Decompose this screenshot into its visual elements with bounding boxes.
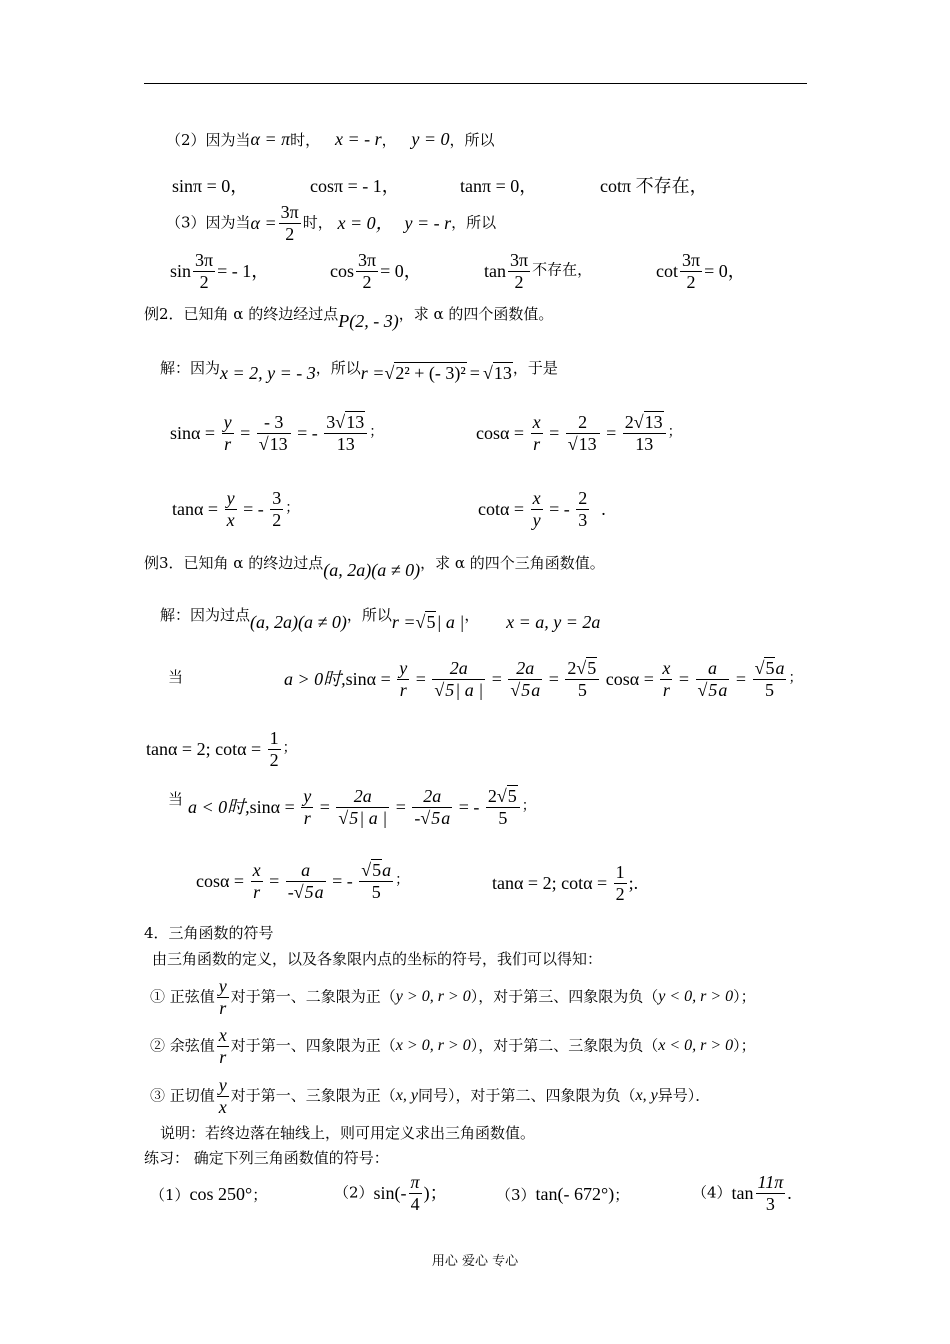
radicand: 5 [426, 612, 436, 632]
radicand: 2² + (- 3)² [395, 363, 466, 383]
op: = - [297, 423, 318, 444]
p3-r4 [656, 250, 746, 292]
var: a [718, 679, 728, 700]
fraction [268, 728, 281, 770]
fn: sinα = [249, 797, 295, 818]
radicand: 13 [346, 412, 365, 432]
den: 2 [686, 271, 696, 292]
fn: sin [170, 261, 192, 282]
fraction [660, 658, 672, 700]
den: y [532, 509, 541, 530]
den: r [303, 807, 311, 828]
radicand: 5 [349, 807, 359, 828]
coef: 3 [326, 412, 336, 432]
text: （4） [692, 1183, 732, 1202]
var: a [441, 807, 451, 828]
num: x [532, 412, 541, 432]
fraction [324, 412, 367, 454]
den: 2 [285, 223, 295, 244]
den: -√5a [287, 881, 324, 902]
text: = 0， [380, 261, 422, 282]
den: x [226, 509, 235, 530]
fraction [566, 412, 600, 454]
s4-q2 [334, 1172, 448, 1214]
s4-q1 [150, 1185, 267, 1203]
var: a [775, 658, 785, 678]
fraction [270, 488, 283, 530]
p2-intro: （2）因为当 [166, 131, 251, 149]
math: = [469, 363, 480, 383]
den: r [219, 1046, 227, 1067]
text: 异号）． [657, 1086, 711, 1105]
fraction [217, 976, 229, 1018]
fraction [623, 412, 666, 454]
math: (a, 2a)(a ≠ 0) [323, 560, 421, 580]
den: √5a [510, 679, 541, 700]
s4-note: 说明：若终边落在轴线上，则可用定义求出三角函数值。 [160, 1124, 536, 1142]
text: 对于第一、三象限为正（ [230, 1086, 396, 1105]
coef: 2 [624, 412, 634, 432]
text: ，求 α 的四个函数值。 [398, 305, 554, 323]
radicand: 5 [765, 658, 775, 678]
ex3-title [144, 553, 605, 580]
text: ，求 α 的四个三角函数值。 [420, 554, 605, 572]
num: a [696, 658, 730, 680]
op: = - [549, 499, 570, 520]
math: x = 2, y = - 3 [220, 363, 316, 383]
ex2-tan [172, 488, 299, 530]
fraction [753, 658, 787, 700]
den: r [662, 679, 670, 700]
text: ）； [733, 1036, 756, 1055]
num: 2 [566, 412, 600, 434]
s4-l1 [150, 976, 756, 1018]
coef: 2 [567, 658, 577, 678]
num: 3π [510, 250, 529, 270]
den: -√5a [414, 807, 451, 828]
radicand: 13 [269, 433, 288, 454]
p3-line [166, 202, 496, 244]
p3-r3 [484, 250, 592, 292]
text: ； [282, 741, 297, 757]
fraction [336, 786, 389, 828]
op: = [240, 423, 251, 444]
ex3-dang2: 当 [168, 790, 184, 808]
ex3-case2 [188, 786, 536, 828]
radicand: 5 [431, 807, 441, 828]
math: x < 0, r > 0 [658, 1037, 734, 1055]
den: 13 [635, 433, 654, 454]
math: r = [391, 612, 416, 632]
fraction [486, 786, 520, 828]
num: 2√5 [565, 658, 599, 680]
den: 2 [199, 271, 209, 292]
s4-q4 [692, 1172, 792, 1214]
text: ），对于第三、四象限为负（ [470, 987, 659, 1006]
header-rule [144, 83, 807, 84]
ex3-tc1 [146, 728, 297, 770]
fn: cosα = [476, 423, 525, 444]
op: - [287, 881, 294, 902]
math: . [787, 1183, 792, 1204]
den: 2 [362, 271, 372, 292]
text: ③ 正切值 [150, 1086, 215, 1105]
den: √5| a | [338, 807, 388, 828]
fn: cot [656, 261, 678, 282]
op: = [395, 797, 406, 818]
num: 3π [195, 250, 214, 270]
fraction [432, 658, 485, 700]
num: 2a [432, 658, 485, 680]
radicand: 5 [372, 860, 382, 880]
var: a [314, 881, 324, 902]
num: 3 [272, 488, 282, 508]
num: 3√13 [324, 412, 367, 434]
den: 2 [514, 271, 524, 292]
num: y [303, 786, 312, 806]
fraction [531, 488, 543, 530]
den: 5 [577, 679, 587, 700]
fraction [508, 250, 530, 292]
ex2-cot [478, 488, 606, 530]
fraction [251, 860, 263, 902]
num: x [532, 488, 541, 508]
op: = [269, 871, 280, 892]
text: （1） [150, 1186, 190, 1204]
text: 解：因为 [160, 359, 221, 377]
page-footer: 用心 爱心 专心 [431, 1254, 519, 1269]
math: tanα = 2; cotα = [492, 873, 608, 894]
fraction [409, 1172, 422, 1214]
num: 2√13 [623, 412, 666, 434]
fraction [222, 412, 234, 454]
p2-r3: tanπ = 0， [460, 176, 538, 196]
math: y > 0, r > 0 [395, 988, 471, 1006]
text: 不存在， [532, 262, 593, 279]
p3-r2 [330, 250, 422, 292]
num: 2a [508, 658, 542, 680]
num: 2 [578, 488, 588, 508]
fraction [279, 202, 301, 244]
num: 11π [757, 1172, 784, 1192]
text: ； [285, 501, 300, 517]
text: ，所以 [451, 213, 497, 232]
fraction [225, 488, 237, 530]
op: = - [458, 797, 480, 818]
p2-r2: cosπ = - 1， [310, 176, 400, 196]
den: 5 [765, 679, 775, 700]
den: 13 [336, 433, 355, 454]
fn: tan [484, 261, 506, 282]
den: 5 [498, 807, 508, 828]
math: x, y [635, 1087, 658, 1105]
ex3-cos2 [196, 860, 409, 902]
num: 2a [412, 786, 452, 808]
den: 2 [615, 883, 625, 904]
fn: cos [330, 261, 354, 282]
fraction [756, 1172, 786, 1214]
math: x = 0， [337, 213, 394, 234]
s4-exercise: 练习： 确定下列三角函数值的符号： [144, 1149, 389, 1167]
text: （3） [496, 1186, 536, 1204]
fraction [286, 860, 326, 902]
radicand: 5 [587, 658, 597, 678]
math: r = [360, 363, 385, 383]
op: = [548, 669, 559, 690]
op: = [491, 669, 502, 690]
s4-intro: 由三角函数的定义，以及各象限内点的坐标的符号，我们可以得知： [152, 950, 603, 968]
fn: sinα = [170, 423, 216, 444]
fraction [508, 658, 542, 700]
num: y [226, 488, 235, 508]
fraction [696, 658, 730, 700]
op: = - [243, 499, 264, 520]
radicand: 13 [493, 363, 512, 383]
ex2-sin [170, 412, 383, 454]
ex3-sol [160, 605, 601, 632]
fn: sinα = [345, 669, 391, 690]
den: r [533, 433, 541, 454]
text: ； [614, 1186, 630, 1204]
text: 对于第一、二象限为正（ [230, 987, 396, 1006]
math: x > 0, r > 0 [395, 1037, 471, 1055]
text: ，所以 [449, 131, 495, 149]
math: tan(- 672°) [535, 1184, 615, 1204]
math: x, y [395, 1087, 418, 1105]
num: 3π [682, 250, 701, 270]
den: √5a [697, 679, 728, 700]
math: )； [423, 1183, 448, 1204]
abs: | a | [455, 679, 484, 700]
text: ； [521, 799, 536, 815]
op: = [678, 669, 690, 690]
math: P(2, - 3) [338, 311, 399, 331]
text: ， [464, 606, 480, 624]
math: (a, 2a)(a ≠ 0) [250, 612, 347, 632]
text: 同号），对于第二、四象限为负（ [418, 1086, 636, 1105]
text: ）； [733, 987, 756, 1006]
ex3-dang1: 当 [168, 668, 184, 686]
num: x [252, 860, 261, 880]
var: a [531, 679, 541, 700]
coef: 2 [487, 786, 497, 806]
sqrt: √5| a | [415, 612, 465, 632]
radicand: 5 [445, 679, 455, 700]
op: = [319, 797, 330, 818]
den: 2 [272, 509, 282, 530]
text: ，所以 [315, 359, 361, 377]
math: tanα = 2; cotα = [146, 739, 262, 760]
den: r [224, 433, 232, 454]
fn: cotα = [478, 499, 525, 520]
op: = - [332, 871, 353, 892]
math: y = - r [404, 213, 452, 234]
fn: cosα = [605, 669, 654, 690]
fraction [412, 786, 452, 828]
num: √5a [361, 860, 392, 880]
math: sin(- [373, 1183, 407, 1204]
fraction [193, 250, 215, 292]
text: 时， [290, 131, 321, 149]
text: = 0， [704, 261, 746, 282]
ex3-case1 [284, 658, 802, 700]
text: （3）因为当 [166, 213, 251, 232]
ex3-tc2 [492, 862, 638, 904]
den: 5 [371, 881, 381, 902]
var: a [382, 860, 392, 880]
math: x = - r [334, 129, 382, 149]
text: ； [369, 425, 384, 441]
sqrt: √2² + (- 3)² [384, 363, 466, 383]
num: a [286, 860, 326, 882]
radicand: 5 [304, 881, 314, 902]
den: √5| a | [434, 679, 484, 700]
math: a > 0时, [284, 669, 346, 690]
den: r [399, 679, 407, 700]
op: = [549, 423, 560, 444]
math: a < 0时, [188, 797, 250, 818]
text: ； [252, 1186, 268, 1204]
text: ； [667, 425, 682, 441]
num: x [662, 658, 671, 678]
fraction [217, 1075, 229, 1117]
num: y [218, 976, 227, 996]
text: （2） [334, 1183, 374, 1202]
fraction [614, 862, 627, 904]
fraction [531, 412, 543, 454]
p3-r1 [170, 250, 269, 292]
fraction [217, 1025, 229, 1067]
text: ， [381, 131, 397, 149]
fraction [257, 412, 291, 454]
text: ； [788, 671, 803, 687]
fraction [576, 488, 589, 530]
ex2-cos [476, 412, 682, 454]
op: = [606, 423, 617, 444]
num: y [223, 412, 232, 432]
text: 时， [302, 213, 333, 232]
op: - [414, 807, 421, 828]
s4-title: 4．三角函数的符号 [144, 924, 274, 942]
text: . [601, 499, 606, 520]
text: = - 1， [217, 261, 270, 282]
text: ;. [628, 873, 639, 894]
num: y [399, 658, 408, 678]
text: 例2．已知角 α 的终边经过点 [144, 305, 339, 323]
num: - 3 [257, 412, 291, 434]
num: x [218, 1025, 227, 1045]
radicand: 5 [521, 679, 531, 700]
text: 解：因为过点 [160, 606, 251, 624]
den: r [253, 881, 261, 902]
num: y [218, 1075, 227, 1095]
den: 2 [269, 749, 279, 770]
text: ； [395, 873, 410, 889]
fraction [565, 658, 599, 700]
num: 2a [336, 786, 389, 808]
num: √5a [754, 658, 785, 678]
fn: tanα = [172, 499, 219, 520]
den: √13 [258, 433, 288, 454]
text: ② 余弦值 [150, 1036, 215, 1055]
den: 3 [765, 1193, 775, 1214]
math: tan [731, 1183, 754, 1204]
s4-q3 [496, 1185, 629, 1203]
num: 3π [358, 250, 377, 270]
text: ），对于第二、三象限为负（ [470, 1036, 659, 1055]
math: α = [250, 213, 277, 234]
p2-r1: sinπ = 0， [172, 176, 249, 196]
den: √13 [567, 433, 597, 454]
fraction [359, 860, 393, 902]
radicand: 5 [708, 679, 718, 700]
op: = [415, 669, 426, 690]
ex2-sol [160, 358, 558, 383]
text: ，于是 [512, 359, 558, 377]
s4-l3 [150, 1075, 710, 1117]
sqrt: √13 [482, 363, 512, 383]
num: 2√5 [486, 786, 520, 808]
text: 例3．已知角 α 的终边过点 [144, 554, 324, 572]
fraction [356, 250, 378, 292]
math: x = a, y = 2a [506, 612, 601, 632]
fraction [301, 786, 313, 828]
fn: cosα = [196, 871, 245, 892]
den: x [218, 1096, 227, 1117]
text: 对于第一、四象限为正（ [230, 1036, 396, 1055]
den: r [219, 997, 227, 1018]
num: 1 [269, 728, 279, 748]
math: α = π [250, 129, 291, 149]
abs: | a | [436, 612, 465, 632]
text: ① 正弦值 [150, 987, 215, 1006]
fraction [397, 658, 409, 700]
fraction [680, 250, 702, 292]
p2-line [166, 130, 495, 148]
radicand: 13 [644, 412, 663, 432]
math: y < 0, r > 0 [658, 988, 734, 1006]
ex2-title [144, 304, 554, 331]
s4-l2 [150, 1025, 756, 1067]
op: = [735, 669, 747, 690]
math: cos 250° [189, 1184, 253, 1204]
text: ，所以 [346, 606, 392, 624]
math: y = 0 [411, 129, 450, 149]
radicand: 5 [507, 786, 517, 806]
den: 4 [410, 1193, 420, 1214]
num: 3π [280, 202, 299, 222]
p2-r4: cotπ 不存在， [600, 176, 708, 196]
num: π [410, 1172, 420, 1192]
num: 1 [615, 862, 625, 882]
abs: | a | [359, 807, 388, 828]
den: 3 [578, 509, 588, 530]
radicand: 13 [578, 433, 597, 454]
